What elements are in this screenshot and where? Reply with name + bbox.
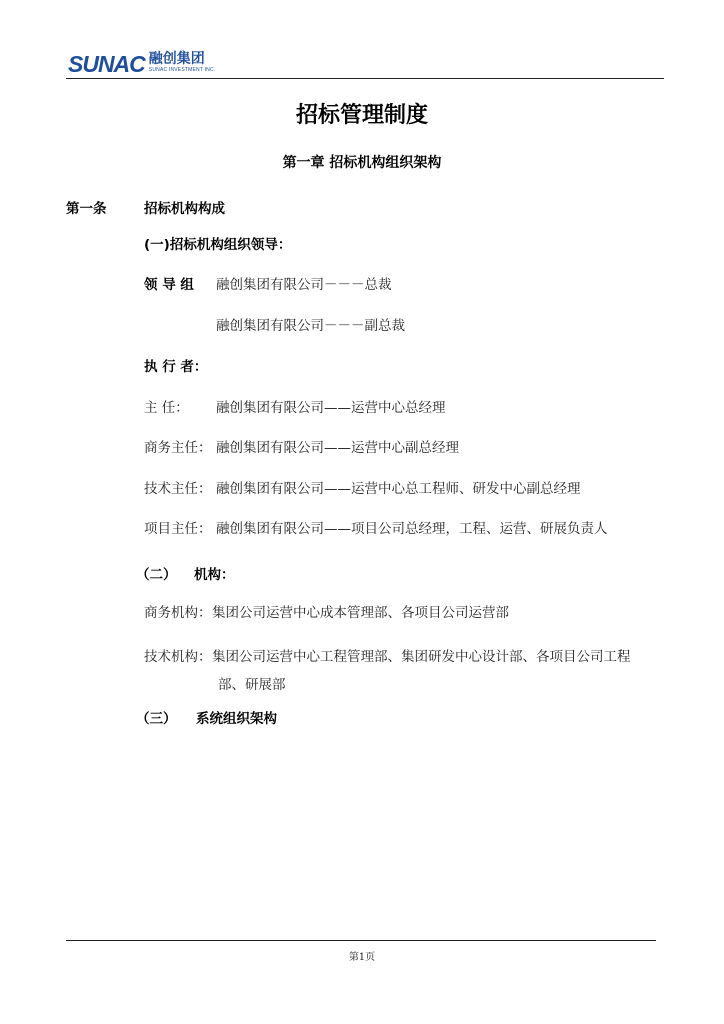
section-1-heading: (一)招标机构组织领导： [144,237,292,253]
company-logo [68,52,215,76]
header-divider [66,78,664,79]
section-2-number: （二） [136,567,177,583]
executor-4-value: 融创集团有限公司——项目公司总经理，工程、运营、研展负责人 [216,521,608,537]
section-3-number: （三） [136,711,177,727]
executor-2-value: 融创集团有限公司——运营中心副总经理 [216,440,459,456]
executor-3-label: 技术主任： [144,481,212,497]
executor-2-label: 商务主任： [144,440,212,456]
org-2-label: 技术机构： [144,649,212,665]
chapter-heading: 第一章 招标机构组织架构 [282,155,442,171]
org-2-value: 集团公司运营中心工程管理部、集团研发中心设计部、各项目公司工程 [212,649,631,665]
leader-label: 领 导 组 [144,277,194,293]
footer-divider [66,940,656,941]
article-label: 第一条 [66,201,107,217]
org-2-continuation: 部、研展部 [218,677,286,693]
section-3-title: 系统组织架构 [196,711,277,727]
executor-3-value: 融创集团有限公司——运营中心总工程师、研发中心副总经理 [216,481,581,497]
article-title: 招标机构构成 [144,201,225,217]
executor-1-label: 主 任： [144,400,189,416]
section-2-title: 机构： [194,567,235,583]
leader-line-2: 融创集团有限公司－－－副总裁 [216,318,405,334]
executor-4-label: 项目主任： [144,521,212,537]
logo-company-name: 融创集团 [148,51,205,67]
executor-1-value: 融创集团有限公司——运营中心总经理 [216,400,446,416]
logo-mark: SUNAC [68,51,145,77]
document-title: 招标管理制度 [295,103,428,128]
org-1-label: 商务机构： [144,605,212,621]
org-1-value: 集团公司运营中心成本管理部、各项目公司运营部 [212,605,509,621]
leader-line-1: 融创集团有限公司－－－总裁 [216,277,392,293]
page-number: 第1页 [348,952,376,963]
executor-label: 执 行 者： [144,359,208,375]
logo-company-subtitle: SUNAC INVESTMENT INC. [148,67,216,73]
